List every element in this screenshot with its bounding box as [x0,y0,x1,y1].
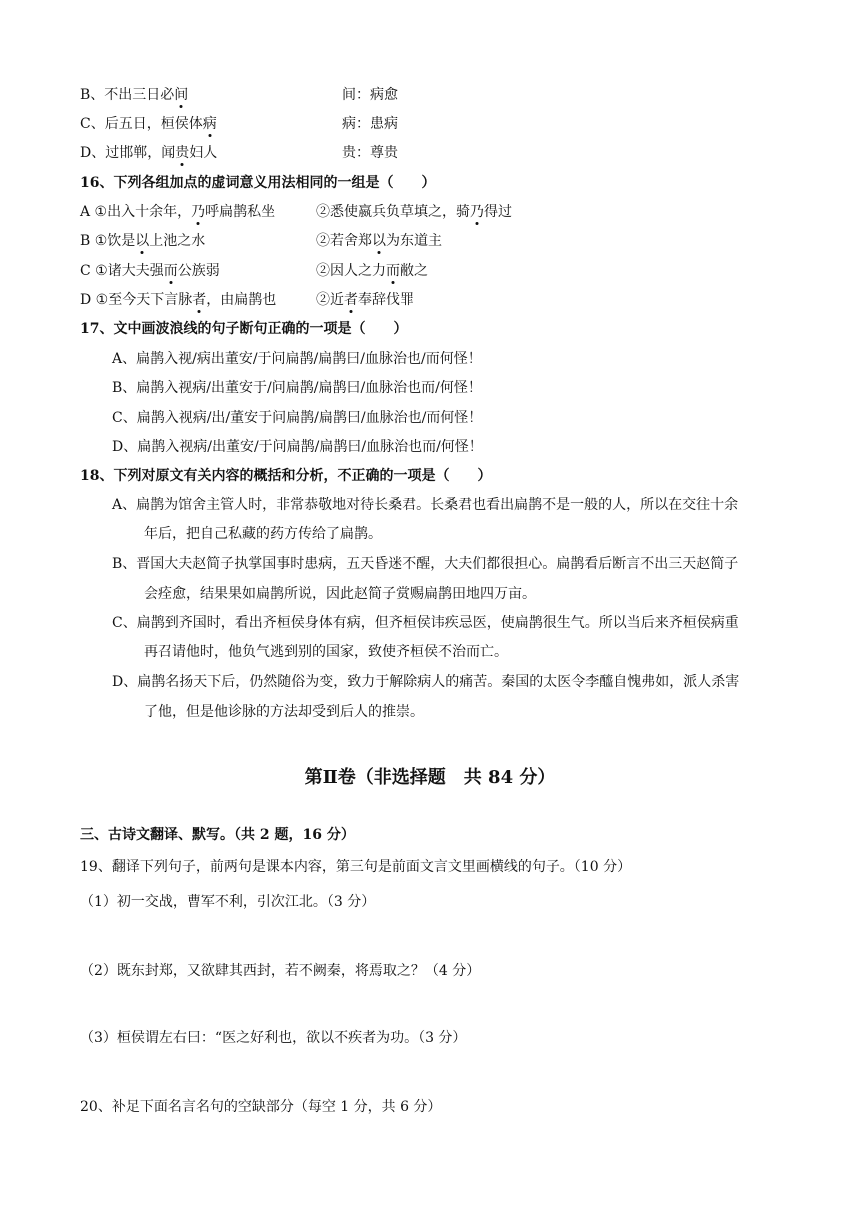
row-text: 公族弱 [177,263,220,279]
q19-item-1: （1）初一交战，曹军不利，引次江北。（3 分） [80,894,376,910]
row-text: 敝之 [400,263,428,279]
option-gloss: 间：病愈 [342,87,398,103]
dotted-char: 而 [163,263,178,279]
option-gloss: 病：患病 [342,116,398,132]
q16-stem: 16、下列各组加点的虚词意义用法相同的一组是（ ） [80,175,436,191]
q15-option-d [80,142,398,162]
row-text: ②悉使嬴兵负草填之，骑 [316,204,470,220]
row-text: 得过 [484,204,512,220]
dotted-char: 病 [202,116,217,132]
q20-stem: 20、补足下面名言名句的空缺部分（每空 1 分，共 6 分） [80,1099,442,1115]
q16-row-b [80,230,442,250]
q17-option-c: C、扁鹊入视病/出/董安于问扁鹊/扁鹊曰/血脉治也/而何怪！ [112,410,483,426]
row-b-part [316,260,428,280]
row-text: 奉辞伐罪 [358,292,414,308]
dotted-char: 贵 [175,145,190,161]
q17-option-d: D、扁鹊入视病/出董安/于问扁鹊/扁鹊曰/血脉治也而/何怪！ [112,439,483,455]
part2-title: 第Ⅱ卷（非选择题 共 84 分） [304,767,556,788]
row-text: ②近 [316,292,344,308]
row-text: A ①出入十余年， [80,204,192,220]
q19-stem: 19、翻译下列句子，前两句是课本内容，第三句是前面文言文里画横线的句子。（10 分） [80,859,632,875]
q17-option-b: B、扁鹊入视病/出董安于/问扁鹊/扁鹊曰/血脉治也而/何怪！ [112,380,482,396]
q19-item-2: （2）既东封郑，又欲肆其西封，若不阙秦，将焉取之？（4 分） [80,963,481,979]
q18-stem: 18、下列对原文有关内容的概括和分析，不正确的一项是（ ） [80,468,492,484]
q18-option-c-line2: 再召请他时，他负气逃到别的国家，致使齐桓侯不治而亡。 [144,644,508,660]
dotted-char: 乃 [470,204,484,220]
q16-row-a [80,201,512,221]
q19-item-3: （3）桓侯谓左右曰：“医之好利也，欲以不疾者为功。（3 分） [80,1030,467,1046]
option-gloss: 贵：尊贵 [342,145,398,161]
row-text: 上池之水 [149,233,206,249]
option-text: D、过邯郸，闻 [80,145,176,161]
row-b-part [316,230,442,250]
q18-option-d-line1: D、扁鹊名扬天下后，仍然随俗为变，致力于解除病人的痛苦。秦国的太医令李醯自愧弗如，派人杀害 [112,674,740,690]
option-text: B、不出三日必 [80,87,175,103]
dotted-char: 以 [135,233,150,249]
row-b-part [316,201,512,221]
dotted-char: 而 [386,263,400,279]
q15-option-c [80,113,398,133]
dotted-char: 间 [174,87,189,103]
q18-option-a-line1: A、扁鹊为馆舍主管人时，非常恭敬地对待长桑君。长桑君也看出扁鹊不是一般的人，所以在交往十余 [112,497,739,513]
row-text: ，由扁鹊也 [206,292,277,308]
q17-stem: 17、文中画波浪线的句子断句正确的一项是（ ） [80,321,408,337]
option-text: C、后五日，桓侯体 [80,116,203,132]
row-text: ②若舍郑 [316,233,372,249]
q18-option-b-line1: B、晋国大夫赵简子执掌国事时患病，五天昏迷不醒，大夫们都很担心。扁鹊看后断言不出三天赵简子 [112,556,739,572]
row-text: D ①至今天下言脉 [80,292,193,308]
row-text: C ①诸大夫强 [80,263,164,279]
dotted-char: 以 [372,233,386,249]
q17-option-a: A、扁鹊入视/病出董安/于问扁鹊/扁鹊曰/血脉治也/而何怪！ [112,351,482,367]
row-b-part [316,289,414,309]
q15-option-b [80,84,398,104]
q16-row-c [80,260,428,280]
row-text: B ①饮是 [80,233,136,249]
dotted-char: 乃 [191,204,206,220]
q18-option-a-line2: 年后，把自己私藏的药方传给了扁鹊。 [144,526,382,542]
row-text: 呼扁鹊私坐 [205,204,276,220]
row-text: 为东道主 [386,233,442,249]
q16-row-d [80,289,414,309]
row-text: ②因人之力 [316,263,386,279]
q18-option-c-line1: C、扁鹊到齐国时，看出齐桓侯身体有病，但齐桓侯讳疾忌医，使扁鹊很生气。所以当后来齐桓侯病重 [112,615,739,631]
q18-option-d-line2: 了他，但是他诊脉的方法却受到后人的推崇。 [144,704,424,720]
dotted-char: 者 [344,292,358,308]
section3-title: 三、古诗文翻译、默写。（共 2 题，16 分） [80,827,355,843]
q18-option-b-line2: 会痊愈，结果果如扁鹊所说，因此赵简子赏赐扁鹊田地四万亩。 [144,586,536,602]
option-text: 妇人 [189,145,218,161]
dotted-char: 者 [192,292,207,308]
